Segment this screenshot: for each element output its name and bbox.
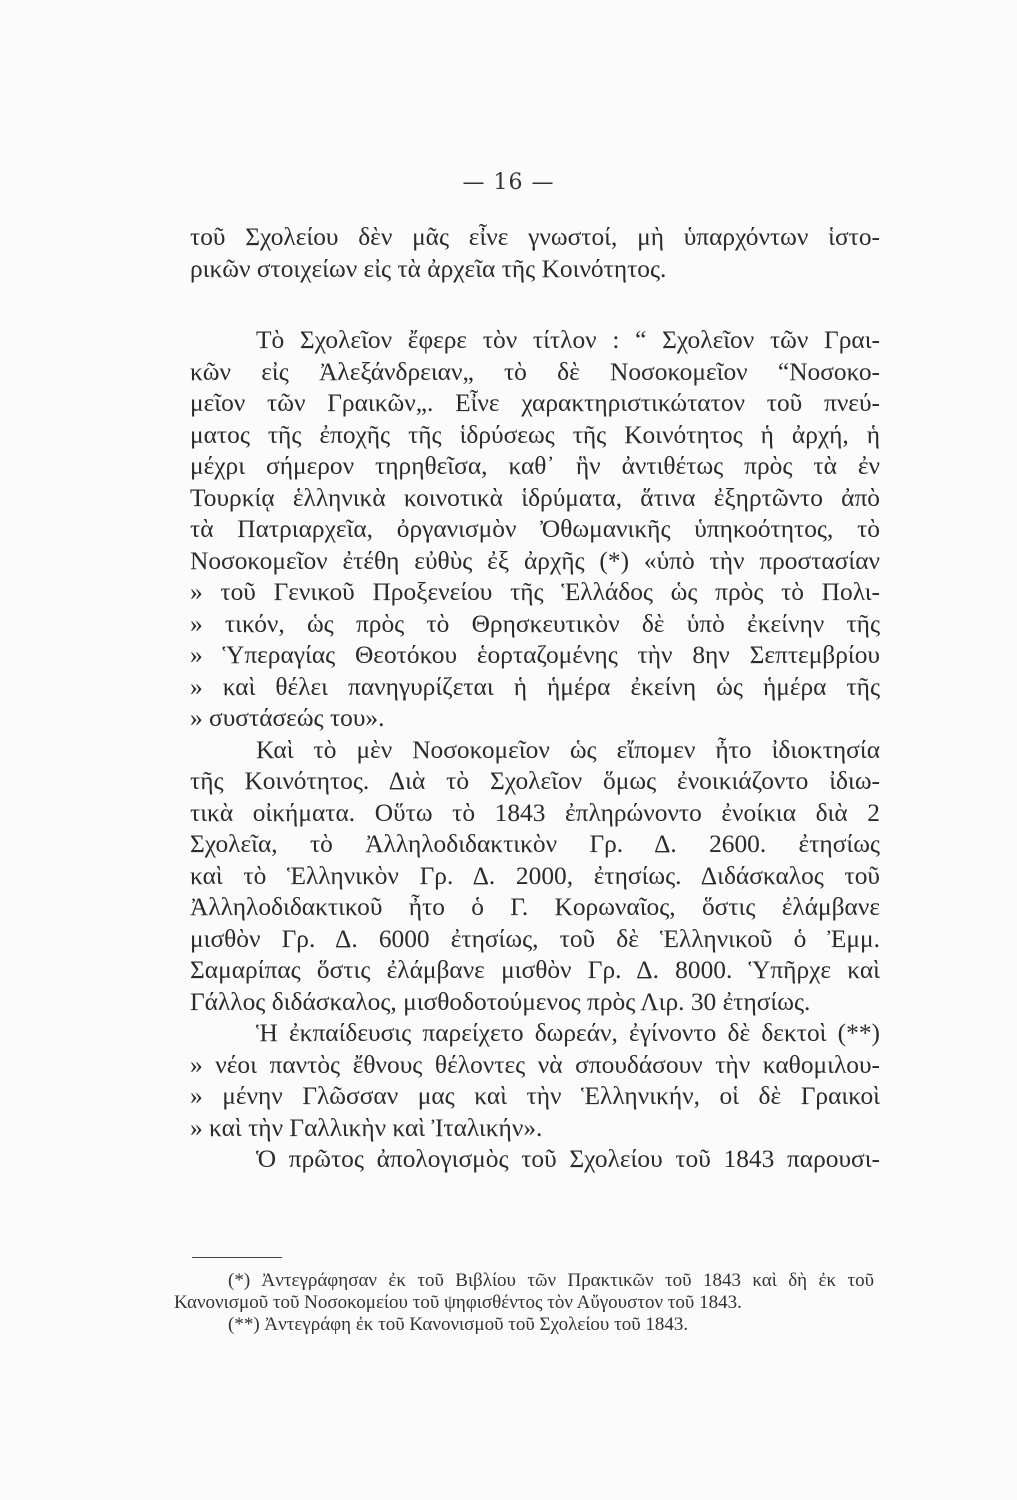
footnote-line: (**) Ἀντεγράφη ἐκ τοῦ Κανονισμοῦ τοῦ Σχολείου τοῦ 1843. bbox=[228, 1314, 689, 1335]
text-line: » καὶ τὴν Γαλλικὴν καὶ Ἰταλικήν». bbox=[190, 1113, 543, 1142]
text-line: Σχολεῖα, τὸ Ἀλληλοδιδακτικὸν Γρ. Δ. 2600. ἐτησίως bbox=[190, 830, 880, 858]
text-line: Ἀλληλοδιδακτικοῦ ἦτο ὁ Γ. Κορωναῖος, ὅστις ἐλάμβανε bbox=[190, 893, 880, 921]
text-line: Ὁ πρῶτος ἀπολογισμὸς τοῦ Σχολείου τοῦ 1843 παρουσι- bbox=[256, 1145, 880, 1173]
footnote-line: (*) Ἀντεγράφησαν ἐκ τοῦ Βιβλίου τῶν Πρακτικῶν τοῦ 1843 καὶ δὴ ἐκ τοῦ bbox=[228, 1270, 874, 1291]
body-text bbox=[190, 222, 880, 1176]
text-line: μισθὸν Γρ. Δ. 6000 ἐτησίως, τοῦ δὲ Ἑλληνικοῦ ὁ Ἐμμ. bbox=[190, 924, 880, 953]
footnotes bbox=[174, 1270, 874, 1336]
text-line: ρικῶν στοιχείων εἰς τὰ ἀρχεῖα τῆς Κοινότητος. bbox=[190, 254, 667, 283]
text-line: Σαμαρίπας ὅστις ἐλάμβανε μισθὸν Γρ. Δ. 8000. Ὑπῆρχε καὶ bbox=[190, 956, 880, 984]
text-line: τοῦ Σχολείου δὲν μᾶς εἶνε γνωστοί, μὴ ὑπαρχόντων ἱστο- bbox=[190, 223, 880, 251]
text-line: μεῖον τῶν Γραικῶν„. Εἶνε χαρακτηριστικώτατον τοῦ πνεύ- bbox=[190, 389, 880, 417]
text-line: » Ὑπεραγίας Θεοτόκου ἑορταζομένης τὴν 8ην Σεπτεμβρίου bbox=[190, 641, 880, 669]
text-line: τῆς Κοινότητος. Διὰ τὸ Σχολεῖον ὅμως ἐνοικιάζοντο ἰδιω- bbox=[190, 767, 880, 795]
text-line: Νοσοκομεῖον ἐτέθη εὐθὺς ἐξ ἀρχῆς (*) «ὑπὸ τὴν προστασίαν bbox=[190, 546, 880, 575]
text-line: Καὶ τὸ μὲν Νοσοκομεῖον ὡς εἴπομεν ἦτο ἰδιοκτησία bbox=[256, 735, 880, 764]
paragraph-gap bbox=[190, 285, 880, 325]
text-line: μέχρι σήμερον τηρηθεῖσα, καθ᾽ ἣν ἀντιθέτως πρὸς τὰ ἐν bbox=[190, 452, 880, 480]
text-line: Τουρκίᾳ ἑλληνικὰ κοινοτικὰ ἱδρύματα, ἅτινα ἐξηρτῶντο ἀπὸ bbox=[190, 483, 880, 512]
text-line: » μένην Γλῶσσαν μας καὶ τὴν Ἑλληνικήν, οἱ δὲ Γραικοὶ bbox=[190, 1082, 880, 1110]
page-number: — 16 — bbox=[462, 170, 555, 195]
text-line: τὰ Πατριαρχεῖα, ὀργανισμὸν Ὀθωμανικῆς ὑπηκοότητος, τὸ bbox=[190, 515, 880, 543]
footnote-line: Κανονισμοῦ τοῦ Νοσοκομείου τοῦ ψηφισθέντος τὸν Αὔγουστον τοῦ 1843. bbox=[174, 1292, 742, 1313]
text-line: τικὰ οἰκήματα. Οὕτω τὸ 1843 ἐπληρώνοντο ἐνοίκια διὰ 2 bbox=[190, 798, 880, 827]
text-line: Τὸ Σχολεῖον ἔφερε τὸν τίτλον : “ Σχολεῖον τῶν Γραι- bbox=[256, 326, 880, 354]
text-line: » τοῦ Γενικοῦ Προξενείου τῆς Ἑλλάδος ὡς πρὸς τὸ Πολι- bbox=[190, 578, 880, 606]
text-line: Γάλλος διδάσκαλος, μισθοδοτούμενος πρὸς Λιρ. 30 ἐτησίως. bbox=[190, 987, 811, 1016]
text-line: καὶ τὸ Ἑλληνικὸν Γρ. Δ. 2000, ἐτησίως. Διδάσκαλος τοῦ bbox=[190, 861, 880, 890]
text-line: ματος τῆς ἐποχῆς τῆς ἱδρύσεως τῆς Κοινότητος ἡ ἀρχή, ἡ bbox=[190, 420, 880, 449]
footnote-divider bbox=[192, 1257, 282, 1258]
text-line: Ἡ ἐκπαίδευσις παρείχετο δωρεάν, ἐγίνοντο δὲ δεκτοὶ (**) bbox=[256, 1019, 880, 1047]
text-line: κῶν εἰς Ἀλεξάνδρειαν„ τὸ δὲ Νοσοκομεῖον “Νοσοκο- bbox=[190, 357, 880, 386]
text-line: » συστάσεώς του». bbox=[190, 704, 385, 732]
text-line: » νέοι παντὸς ἔθνους θέλοντες νὰ σπουδάσουν τὴν καθομιλου- bbox=[190, 1050, 880, 1079]
text-line: » τικόν, ὡς πρὸς τὸ Θρησκευτικὸν δὲ ὑπὸ ἐκείνην τῆς bbox=[190, 609, 880, 638]
text-line: » καὶ θέλει πανηγυρίζεται ἡ ἡμέρα ἐκείνη ὡς ἡμέρα τῆς bbox=[190, 672, 880, 701]
